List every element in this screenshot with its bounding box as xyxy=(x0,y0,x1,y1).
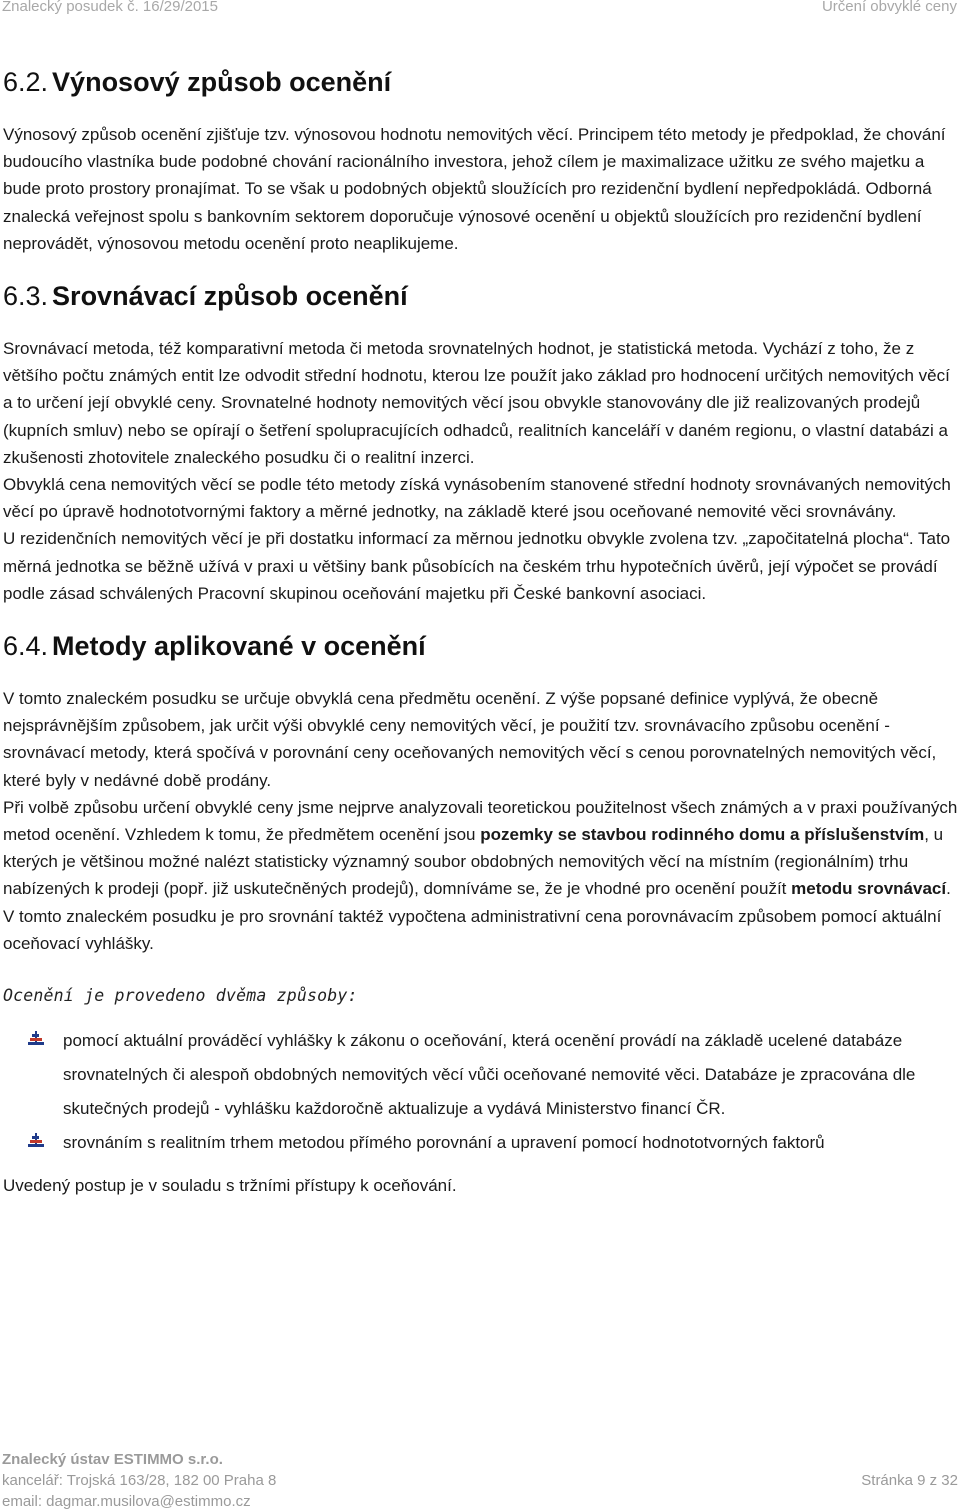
paragraph: V tomto znaleckém posudku je pro srovnání taktéž vypočtena administrativní cena porovnávacím způsobem pomocí aktuální oceňovací vyhlášky. xyxy=(3,906,942,953)
text-run: . xyxy=(946,879,951,899)
paragraph: V tomto znaleckém posudku se určuje obvyklá cena předmětu ocenění. Z výše popsané definice vyplývá, že obecně nejsprávnějším způsobem, jak určit výši obvyklé ceny nemovitých věcí, je použití tzv. srovnávacího způsobu ocenění - srovnávací metody, která spočívá v porovnání ceny oceňovaných nemovitých věcí s cenou porovnatelných nemovitých věcí, které byly v nedávné době prodány. xyxy=(3,689,937,790)
footer-address: kancelář: Trojská 163/28, 182 00 Praha 8 xyxy=(2,1472,277,1489)
section-title: Metody aplikované v ocenění xyxy=(52,631,426,662)
section-number: 6.2. xyxy=(3,67,49,97)
list-item-text: pomocí aktuální prováděcí vyhlášky k zákonu o oceňování, která ocenění provádí na základě ucelené databáze srovnatelných či alespoň obdobných nemovitých věcí vůči oceňované nemovité věci. Databáze je zpracována dle skutečných prodejů - vyhlášku každoročně aktualizuje a vydává Ministerstvo financí ČR. xyxy=(63,1031,916,1119)
methods-list xyxy=(3,1024,958,1160)
header-document-title: Znalecký posudek č. 16/29/2015 xyxy=(2,0,218,15)
section-title: Výnosový způsob ocenění xyxy=(52,67,392,97)
paragraph: U rezidenčních nemovitých věcí je při dostatku informací za měrnou jednotku obvykle zvolena tzv. „započitatelná plocha“. Tato měrná jednotka se běžně užívá v praxi u většiny bank působících na českém trhu hypotečních úvěrů, její výpočet se provádí podle zásad schválených Pracovní skupinou oceňování majetku při České bankovní asociaci. xyxy=(3,529,951,603)
page-header xyxy=(0,0,960,16)
list-item xyxy=(3,1126,958,1160)
section-heading-6-4 xyxy=(3,626,958,666)
section-heading-6-2 xyxy=(3,62,958,102)
section-heading-6-3 xyxy=(3,276,958,316)
paragraph: Výnosový způsob ocenění zjišťuje tzv. výnosovou hodnotu nemovitých věcí. Principem této metody je předpoklad, že chování budoucího vlastníka bude podobné chování racionálního investora, jehož cílem je maximalizace užitku ze svého majetku a bude proto prostory pronajímat. To se však u podobných objektů sloužících pro rezidenční bydlení nepředpokládá. Odborná znalecká veřejnost spolu s bankovním sektorem doporučuje výnosové ocenění u objektů sloužících pro rezidenční bydlení neprovádět, výnosovou metodu ocenění proto neaplikujeme. xyxy=(3,125,946,253)
bullet-icon xyxy=(28,1136,44,1150)
section-number: 6.4. xyxy=(3,631,49,662)
bold-method: metodu srovnávací xyxy=(791,879,947,899)
footer-company: Znalecký ústav ESTIMMO s.r.o. xyxy=(2,1451,223,1468)
methods-heading: Ocenění je provedeno dvěma způsoby: xyxy=(3,986,358,1006)
bullet-icon xyxy=(28,1034,44,1048)
bold-subject: pozemky se stavbou rodinného domu a příslušenstvím xyxy=(480,825,925,845)
paragraph: Obvyklá cena nemovitých věcí se podle této metody získá vynásobením stanovené střední hodnoty srovnávaných nemovitých věcí po úpravě hodnototvornými faktory a měrné jednotky, na základě které jsou oceňované nemovité věci srovnávány. xyxy=(3,475,951,522)
section-title: Srovnávací způsob ocenění xyxy=(52,281,408,312)
page-footer xyxy=(2,1449,958,1512)
header-section-title: Určení obvyklé ceny xyxy=(821,0,957,15)
text-run: , u kterých je většinou možné nalézt statisticky významný soubor obdobných nemovitých věcí na místním (regionálním) trhu nabízených k prodeji (popř. již uskutečněných prodejů), domníváme se, že je vhodné pro ocenění použít xyxy=(3,825,944,899)
list-item xyxy=(3,1024,958,1126)
text-run: Při volbě způsobu určení obvyklé ceny jsme nejprve analyzovali teoretickou použitelnost všech známých a v praxi používaných metod ocenění. Vzhledem k tomu, že předmětem ocenění jsou xyxy=(3,797,958,845)
closing-paragraph: Uvedený postup je v souladu s tržními přístupy k oceňování. xyxy=(3,1176,457,1196)
paragraph-method-choice xyxy=(3,794,958,903)
list-item-text: srovnáním s realitním trhem metodou přímého porovnání a upravení pomocí hodnototvorných faktorů xyxy=(63,1133,825,1153)
paragraph: Srovnávací metoda, též komparativní metoda či metoda srovnatelných hodnot, je statistická metoda. Vychází z toho, že z většího počtu známých entit lze odvodit střední hodnotu, kterou lze použít jako základ pro hodnocení určitých nemovitých věcí a to určení její obvyklé ceny. Srovnatelné hodnoty nemovitých věcí jsou obvykle stanovovány dle již realizovaných prodejů (kupních smluv) nebo se opírají o šetření spolupracujících odhadců, realitních kanceláří v daném regionu, o vlastní databázi a zkušenosti zhotovitele znaleckého posudku či o realitní inzerci. xyxy=(3,339,950,467)
document-body xyxy=(3,62,958,1199)
page-number: Stránka 9 z 32 xyxy=(861,1472,958,1489)
footer-email: email: dagmar.musilova@estimmo.cz xyxy=(2,1493,251,1510)
section-number: 6.3. xyxy=(3,281,49,312)
